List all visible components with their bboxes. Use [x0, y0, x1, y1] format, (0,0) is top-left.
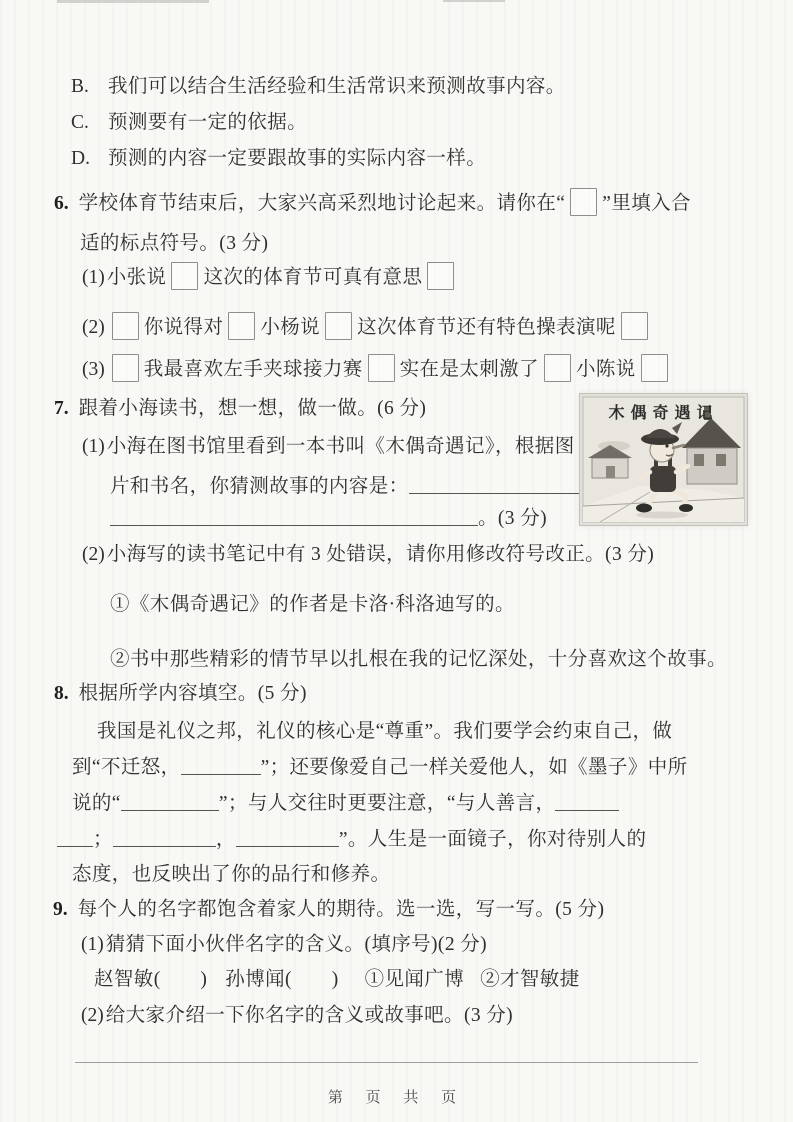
name-option: ①见闻广博 [364, 969, 465, 990]
item-text: 小海写的读书笔记中有 3 处错误，请你用修改符号改正。(3 分) [106, 544, 655, 565]
punctuation-box [544, 354, 571, 382]
q7-item1-line1 [82, 432, 575, 462]
answer-blank [113, 830, 216, 847]
item-text: 小陈说 [575, 358, 636, 380]
option-text: 预测的内容一定要跟故事的实际内容一样。 [108, 148, 487, 169]
item-text: 给大家介绍一下你名字的含义或故事吧。(3 分) [105, 1005, 514, 1026]
punctuation-box [427, 262, 454, 290]
item-text: 我最喜欢左手夹球接力赛 [143, 358, 363, 380]
q9-names-line [94, 965, 580, 995]
page-footer: 第 页 共 页 [327, 1088, 466, 1106]
item-label: (2) [82, 316, 105, 338]
item-label: (3) [82, 358, 105, 380]
q9-item-2 [81, 1001, 513, 1031]
q6-item-2 [82, 312, 653, 342]
question-text: 适的标点符号。(3 分) [80, 233, 269, 254]
name-fill-item: 孙博闻( ) [225, 969, 339, 990]
q8-title [54, 679, 307, 709]
q9-title [53, 895, 604, 925]
q8-paragraph-line3 [72, 789, 619, 819]
note-text: ②书中那些精彩的情节早以扎根在我的记忆深处，十分喜欢这个故事。 [110, 649, 727, 670]
q6-item-3 [82, 354, 673, 384]
question-number: 9. [53, 899, 68, 920]
item-text: 小海在图书馆里看到一本书叫《木偶奇遇记》，根据图 [106, 436, 575, 457]
question-text: 根据所学内容填空。(5 分) [78, 683, 307, 704]
name-option: ②才智敏捷 [480, 969, 580, 990]
q7-note-2 [110, 645, 727, 675]
item-text: 。(3 分) [478, 508, 548, 529]
q8-paragraph-line5 [72, 860, 390, 890]
punctuation-box [112, 312, 139, 340]
q9-item-1 [81, 930, 487, 960]
q8-paragraph-line1 [97, 717, 672, 747]
answer-blank [409, 477, 584, 494]
paragraph-text: 到“不迁怒， [72, 757, 181, 778]
answer-blank [57, 830, 93, 847]
question-text: 学校体育节结束后，大家兴高采烈地讨论起来。请你在“ [78, 192, 566, 214]
question-text: ”里填入合 [602, 192, 691, 214]
question-number: 6. [54, 192, 69, 214]
q6-item-1 [82, 262, 459, 292]
footer-divider [75, 1062, 698, 1063]
item-text: 这次的体育节可真有意思 [203, 266, 423, 288]
paragraph-text: 态度，也反映出了你的品行和修养。 [72, 864, 391, 885]
option-text: 预测要有一定的依据。 [108, 112, 308, 133]
q8-paragraph-line2 [72, 753, 688, 783]
item-text: 你说得对 [143, 316, 224, 338]
punctuation-box [325, 312, 352, 340]
item-label: (1) [81, 934, 104, 955]
book-title-text: 木偶奇遇记 [608, 403, 719, 422]
question-number: 7. [54, 398, 69, 419]
paragraph-text: ； [93, 829, 113, 850]
option-label: D. [71, 148, 90, 169]
punctuation-box [112, 354, 139, 382]
paragraph-text: ”；还要像爱自己一样关爱他人，如《墨子》中所 [260, 757, 688, 778]
paragraph-text: ， [215, 829, 236, 850]
name-fill-item: 赵智敏( ) [94, 969, 208, 990]
item-text: 这次体育节还有特色操表演呢 [357, 316, 616, 338]
question-number: 8. [54, 683, 69, 704]
q6-title-line1 [54, 188, 691, 218]
paragraph-text: ”；与人交往时更要注意，“与人善言， [218, 793, 556, 814]
punctuation-box [171, 262, 198, 290]
item-label: (1) [82, 436, 105, 457]
answer-blank [181, 758, 261, 775]
paragraph-text: 说的“ [72, 793, 121, 814]
answer-blank [236, 830, 339, 847]
item-text: 实在是太刺激了 [399, 358, 539, 380]
answer-blank [110, 509, 478, 526]
item-label: (1) [82, 266, 105, 288]
q7-title [54, 394, 426, 424]
q5-option-c [71, 108, 307, 138]
punctuation-box [621, 312, 648, 340]
item-label: (2) [82, 544, 105, 565]
option-label: C. [71, 112, 89, 133]
item-label: (2) [81, 1005, 104, 1026]
scan-artifact [443, 0, 505, 2]
answer-blank [555, 794, 619, 811]
q7-item1-line2 [110, 472, 584, 502]
punctuation-box [570, 188, 597, 216]
question-text: 跟着小海读书，想一想，做一做。(6 分) [78, 398, 427, 419]
option-label: B. [71, 76, 89, 97]
item-text: 小杨说 [260, 316, 321, 338]
q8-paragraph-line4 [57, 825, 646, 855]
q7-item2 [82, 540, 654, 570]
answer-blank [121, 794, 219, 811]
punctuation-box [368, 354, 395, 382]
item-text: 片和书名，你猜测故事的内容是： [110, 476, 409, 497]
q5-option-b [71, 72, 566, 102]
paragraph-text: ”。人生是一面镜子，你对待别人的 [338, 829, 647, 850]
q7-item1-line3 [110, 504, 547, 534]
item-text: 猜猜下面小伙伴名字的含义。(填序号)(2 分) [105, 934, 488, 955]
q6-title-line2 [80, 229, 268, 259]
punctuation-box [641, 354, 668, 382]
note-text: ①《木偶奇遇记》的作者是卡洛·科洛迪写的。 [110, 594, 515, 615]
punctuation-box [228, 312, 255, 340]
book-cover-image [579, 393, 748, 526]
scan-artifact [57, 0, 209, 3]
q5-option-d [71, 144, 486, 174]
option-text: 我们可以结合生活经验和生活常识来预测故事内容。 [108, 76, 566, 97]
item-text: 小张说 [106, 266, 167, 288]
q7-note-1 [110, 590, 515, 620]
paragraph-text: 我国是礼仪之邦，礼仪的核心是“尊重”。我们要学会约束自己，做 [97, 721, 673, 742]
question-text: 每个人的名字都饱含着家人的期待。选一选，写一写。(5 分) [77, 899, 605, 920]
